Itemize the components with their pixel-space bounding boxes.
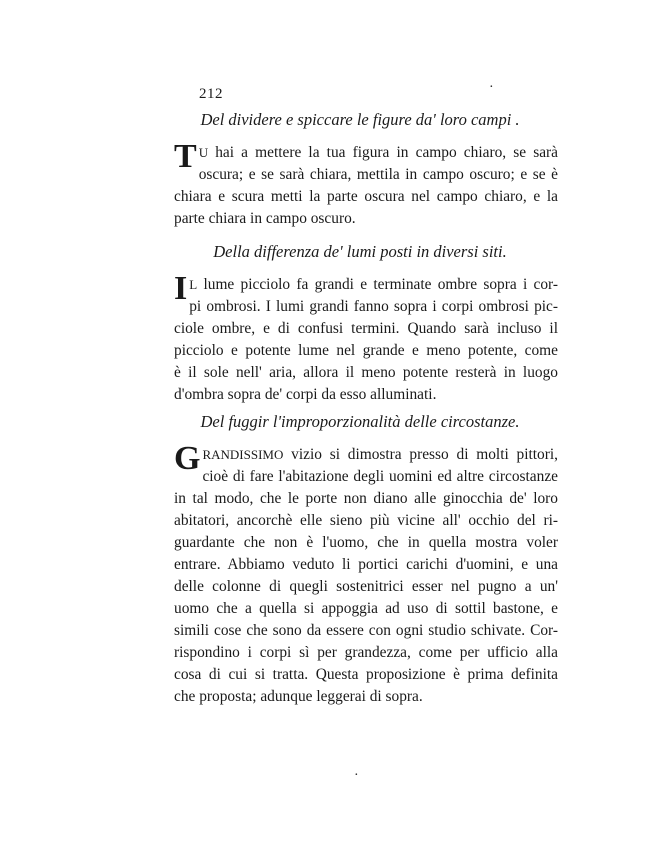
page-number: 212 xyxy=(199,86,223,102)
paragraph-line: simili cose che sono da essere con ogni studio schivate. Cor- xyxy=(174,622,558,639)
paragraph-line: delle colonne di quegli sostenitrici esser nel pugno a un' xyxy=(174,578,558,595)
paragraph-1 xyxy=(174,138,558,230)
paragraph-line: parte chiara in campo oscuro. xyxy=(174,210,356,227)
paragraph-line: in tal modo, che le porte non diano alle ginocchia de' loro xyxy=(174,490,558,507)
paragraph-line: pi ombrosi. I lumi grandi fanno sopra i corpi ombrosi pic- xyxy=(189,298,558,315)
ink-speck: · xyxy=(489,80,494,95)
paragraph-line: entrare. Abbiamo veduto li portici carichi d'uomini, e una xyxy=(174,556,558,573)
drop-cap: T xyxy=(174,138,197,175)
small-caps-text: L xyxy=(189,277,198,292)
ink-speck: · xyxy=(354,768,359,783)
paragraph-line: uomo che a quella si appoggia ad uso di sottil bastone, e xyxy=(174,600,558,617)
paragraph-line: guardante che non è l'uomo, che in quella mostra voler xyxy=(174,534,558,551)
drop-cap: G xyxy=(174,440,201,477)
paragraph-line: cosa di cui si tratta. Questa proposizione è prima definita xyxy=(174,666,558,683)
small-caps-text: U xyxy=(198,145,209,160)
paragraph-line: che proposta; adunque leggerai di sopra. xyxy=(174,688,423,705)
paragraph-line: ciole ombre, e di confusi termini. Quando sarà incluso il xyxy=(174,320,558,337)
paragraph-line: d'ombra sopra de' corpi da esso alluminati. xyxy=(174,386,437,403)
paragraph-3 xyxy=(174,440,558,708)
paragraph-line: rispondino i corpi sì per grandezza, come per ufficio alla xyxy=(174,644,558,661)
line-text: lume picciolo fa grandi e terminate ombre sopra i cor- xyxy=(197,276,558,293)
drop-cap: I xyxy=(174,270,188,307)
paragraph-line: picciolo e potente lume nel grande e meno potente, come xyxy=(174,342,558,359)
paragraph-2 xyxy=(174,270,558,406)
small-caps-text: RANDISSIMO xyxy=(202,447,284,462)
line-text: hai a mettere la tua figura in campo chiaro, se sarà xyxy=(208,144,558,161)
paragraph-line: cioè di fare l'abitazione degli uomini ed altre circostanze xyxy=(202,468,558,485)
section-heading-2: Della differenza de' lumi posti in diversi siti. xyxy=(213,242,507,261)
section-heading-3: Del fuggir l'improporzionalità delle circostanze. xyxy=(200,412,520,431)
paragraph-line: è il sole nell' aria, allora il meno potente resterà in luogo xyxy=(174,364,558,381)
paragraph-line: abitatori, ancorchè elle sieno più vicine all' occhio del ri- xyxy=(174,512,558,529)
paragraph-line: oscura; e se sarà chiara, mettila in campo oscuro; e se è xyxy=(198,166,558,183)
line-text: vizio si dimostra presso di molti pittori, xyxy=(283,446,558,463)
section-heading-1: Del dividere e spiccare le figure da' loro campi . xyxy=(200,110,520,129)
paragraph-line: chiara e scura metti la parte oscura nel campo chiaro, e la xyxy=(174,188,558,205)
